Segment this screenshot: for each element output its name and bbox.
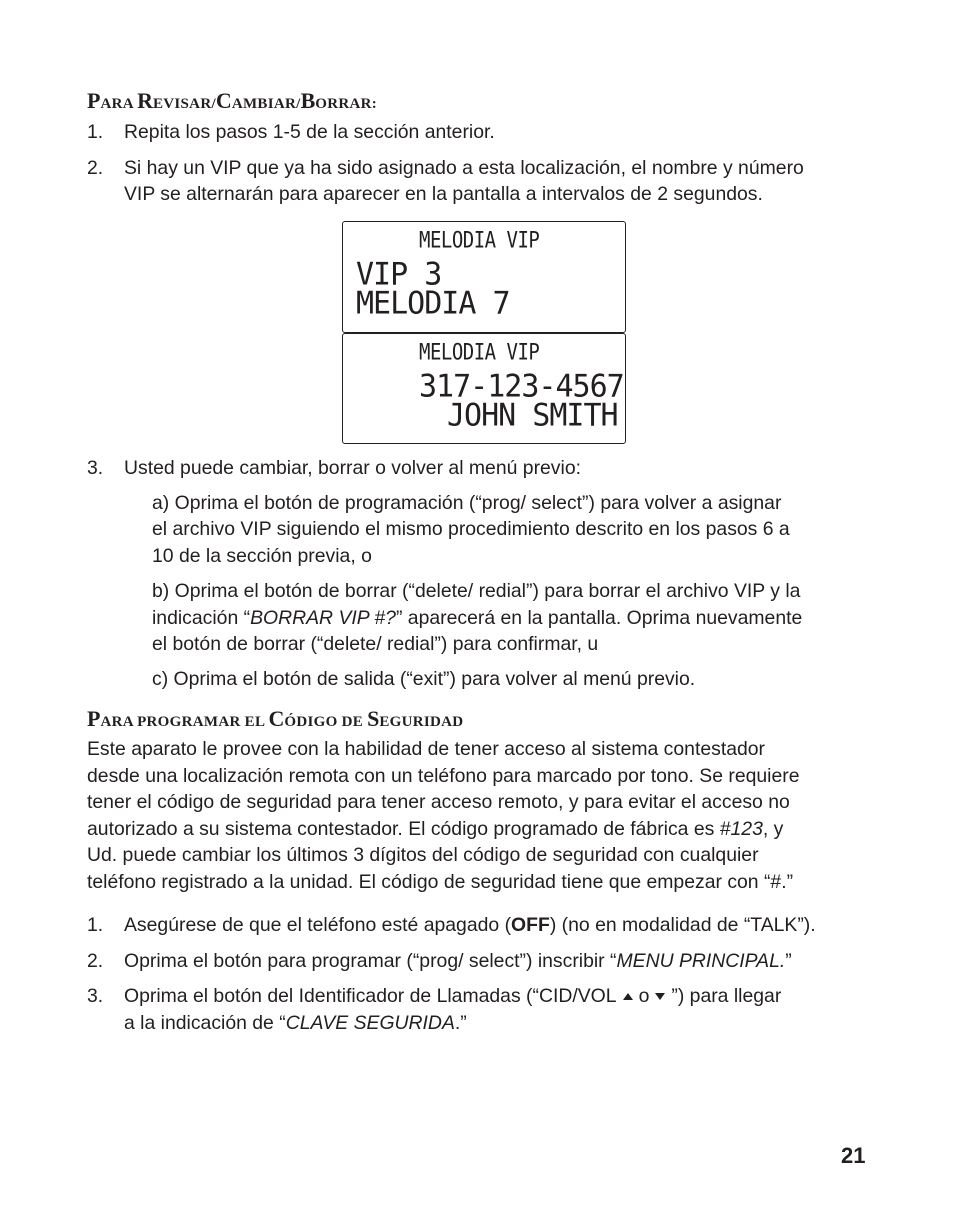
lcd-line-phone-number: 317-123-4567 [419, 368, 624, 405]
step-number: 1. [87, 914, 104, 936]
arrow-up-icon [623, 993, 633, 1000]
option-a-text: el archivo VIP siguiendo el mismo procedimiento descrito en los pasos 6 a [152, 518, 790, 540]
step-text: Si hay un VIP que ya ha sido asignado a esta localización, el nombre y número [124, 157, 804, 179]
step-number: 2. [87, 157, 104, 179]
step-text: a la indicación de “CLAVE SEGURIDA.” [124, 1012, 467, 1034]
step-text: Usted puede cambiar, borrar o volver al menú previo: [124, 457, 581, 479]
lcd-display-number-name [342, 333, 626, 444]
paragraph-line: autorizado a su sistema contestador. El código programado de fábrica es #123, y [87, 818, 784, 840]
step-text: VIP se alternarán para aparecer en la pantalla a intervalos de 2 segundos. [124, 183, 763, 205]
option-a-text: a) Oprima el botón de programación (“prog/ select”) para volver a asignar [152, 492, 782, 514]
arrow-down-icon [655, 993, 665, 1000]
paragraph-line: teléfono registrado a la unidad. El código de seguridad tiene que empezar con “#.” [87, 871, 794, 893]
lcd-line-vip: VIP 3 [356, 256, 442, 293]
step-text: Repita los pasos 1-5 de la sección anterior. [124, 121, 495, 143]
step-text: Asegúrese de que el teléfono esté apagado (OFF) (no en modalidad de “TALK”). [124, 914, 816, 936]
option-c-text: c) Oprima el botón de salida (“exit”) para volver al menú previo. [152, 668, 696, 690]
step-number: 3. [87, 457, 104, 479]
step-number: 1. [87, 121, 104, 143]
step-number: 2. [87, 950, 104, 972]
option-b-text: b) Oprima el botón de borrar (“delete/ redial”) para borrar el archivo VIP y la [152, 580, 801, 602]
paragraph-line: tener el código de seguridad para tener acceso remoto, y para evitar el acceso no [87, 791, 790, 813]
step-number: 3. [87, 985, 104, 1007]
lcd-line-name: JOHN SMITH [447, 397, 618, 434]
page-number: 21 [841, 1143, 866, 1168]
option-b-text: el botón de borrar (“delete/ redial”) para confirmar, u [152, 633, 599, 655]
section-heading-revisar: PARA REVISAR/CAMBIAR/BORRAR: [87, 88, 378, 113]
lcd-display-vip-melodia [342, 221, 626, 333]
option-b-text: indicación “BORRAR VIP #?” aparecerá en la pantalla. Oprima nuevamente [152, 607, 803, 629]
screen-message: BORRAR VIP #? [250, 607, 396, 629]
option-a-text: 10 de la sección previa, o [152, 545, 372, 567]
step-text: Oprima el botón para programar (“prog/ select”) inscribir “MENU PRINCIPAL.” [124, 950, 792, 972]
lcd-header: MELODIA VIP [419, 340, 540, 366]
lcd-header: MELODIA VIP [419, 228, 540, 254]
section-heading-codigo-seguridad: PARA PROGRAMAR EL CÓDIGO DE SEGURIDAD [87, 706, 464, 731]
paragraph-line: Este aparato le provee con la habilidad de tener acceso al sistema contestador [87, 738, 766, 760]
lcd-line-melodia: MELODIA 7 [356, 285, 510, 322]
paragraph-line: Ud. puede cambiar los últimos 3 dígitos del código de seguridad con cualquier [87, 844, 759, 866]
step-text: Oprima el botón del Identificador de Llamadas (“CID/VOL o ”) para llegar [124, 985, 782, 1007]
paragraph-line: desde una localización remota con un teléfono para marcado por tono. Se requiere [87, 765, 800, 787]
